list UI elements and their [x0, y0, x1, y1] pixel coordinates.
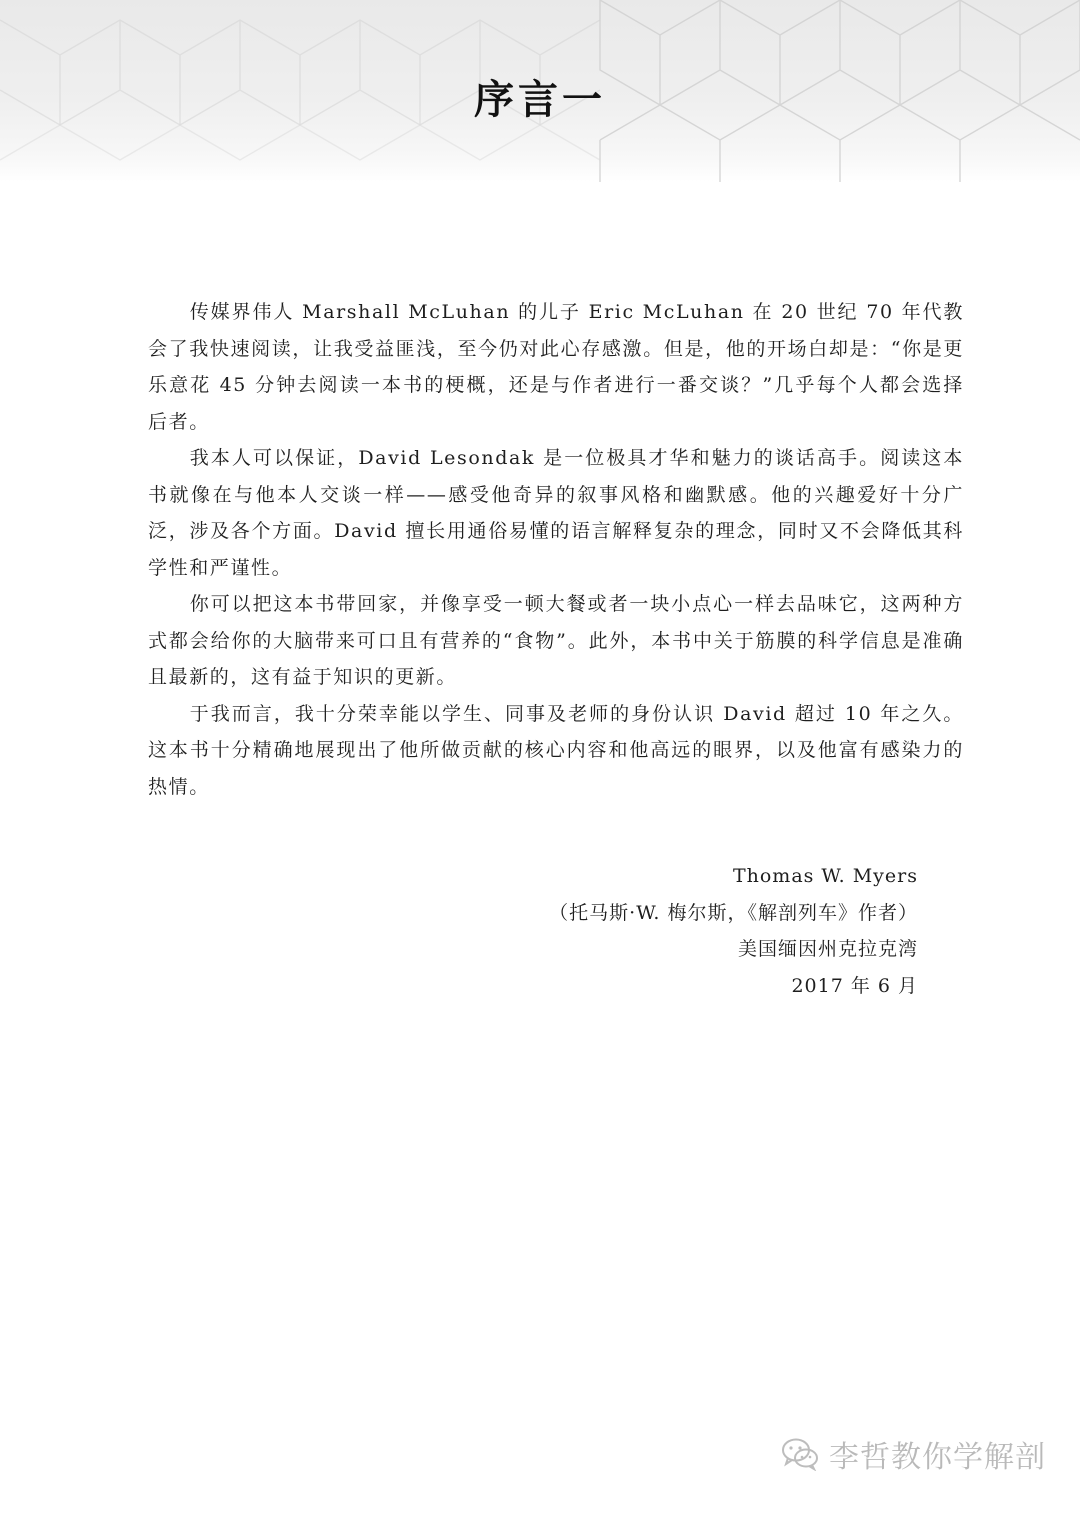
watermark	[781, 1432, 1046, 1476]
location: 美国缅因州克拉克湾	[737, 938, 918, 960]
page-title: 序言一	[474, 77, 606, 123]
paragraph: 我本人可以保证，David Lesondak 是一位极具才华和魅力的谈话高手。阅读这本书就像在与他本人交谈一样——感受他奇异的叙事风格和幽默感。他的兴趣爱好十分广泛，涉及各个方面。David 擅长用通俗易懂的语言解释复杂的理念，同时又不会降低其科学性和严谨性。	[148, 447, 964, 579]
preface-body	[148, 294, 964, 805]
author-name: Thomas W. Myers	[732, 865, 918, 887]
wechat-icon	[781, 1437, 819, 1471]
author-note: （托马斯·W. 梅尔斯，《解剖列车》作者）	[549, 901, 918, 924]
date: 2017 年 6 月	[791, 974, 918, 997]
header-banner	[0, 0, 1080, 182]
watermark-text: 李哲教你学解剖	[829, 1440, 1046, 1475]
paragraph: 传媒界伟人 Marshall McLuhan 的儿子 Eric McLuhan 在 20 世纪 70 年代教会了我快速阅读，让我受益匪浅，至今仍对此心存感激。但是，他的开场白却是：“你是更乐意花 45 分钟去阅读一本书的梗概，还是与作者进行一番交谈？”几乎每个人都会选择后者。	[148, 301, 964, 433]
signature-block	[549, 858, 918, 1004]
paragraph: 你可以把这本书带回家，并像享受一顿大餐或者一块小点心一样去品味它，这两种方式都会给你的大脑带来可口且有营养的“食物”。此外，本书中关于筋膜的科学信息是准确且最新的，这有益于知识的更新。	[148, 593, 964, 688]
paragraph: 于我而言，我十分荣幸能以学生、同事及老师的身份认识 David 超过 10 年之久。这本书十分精确地展现出了他所做贡献的核心内容和他高远的眼界，以及他富有感染力的热情。	[148, 702, 964, 798]
